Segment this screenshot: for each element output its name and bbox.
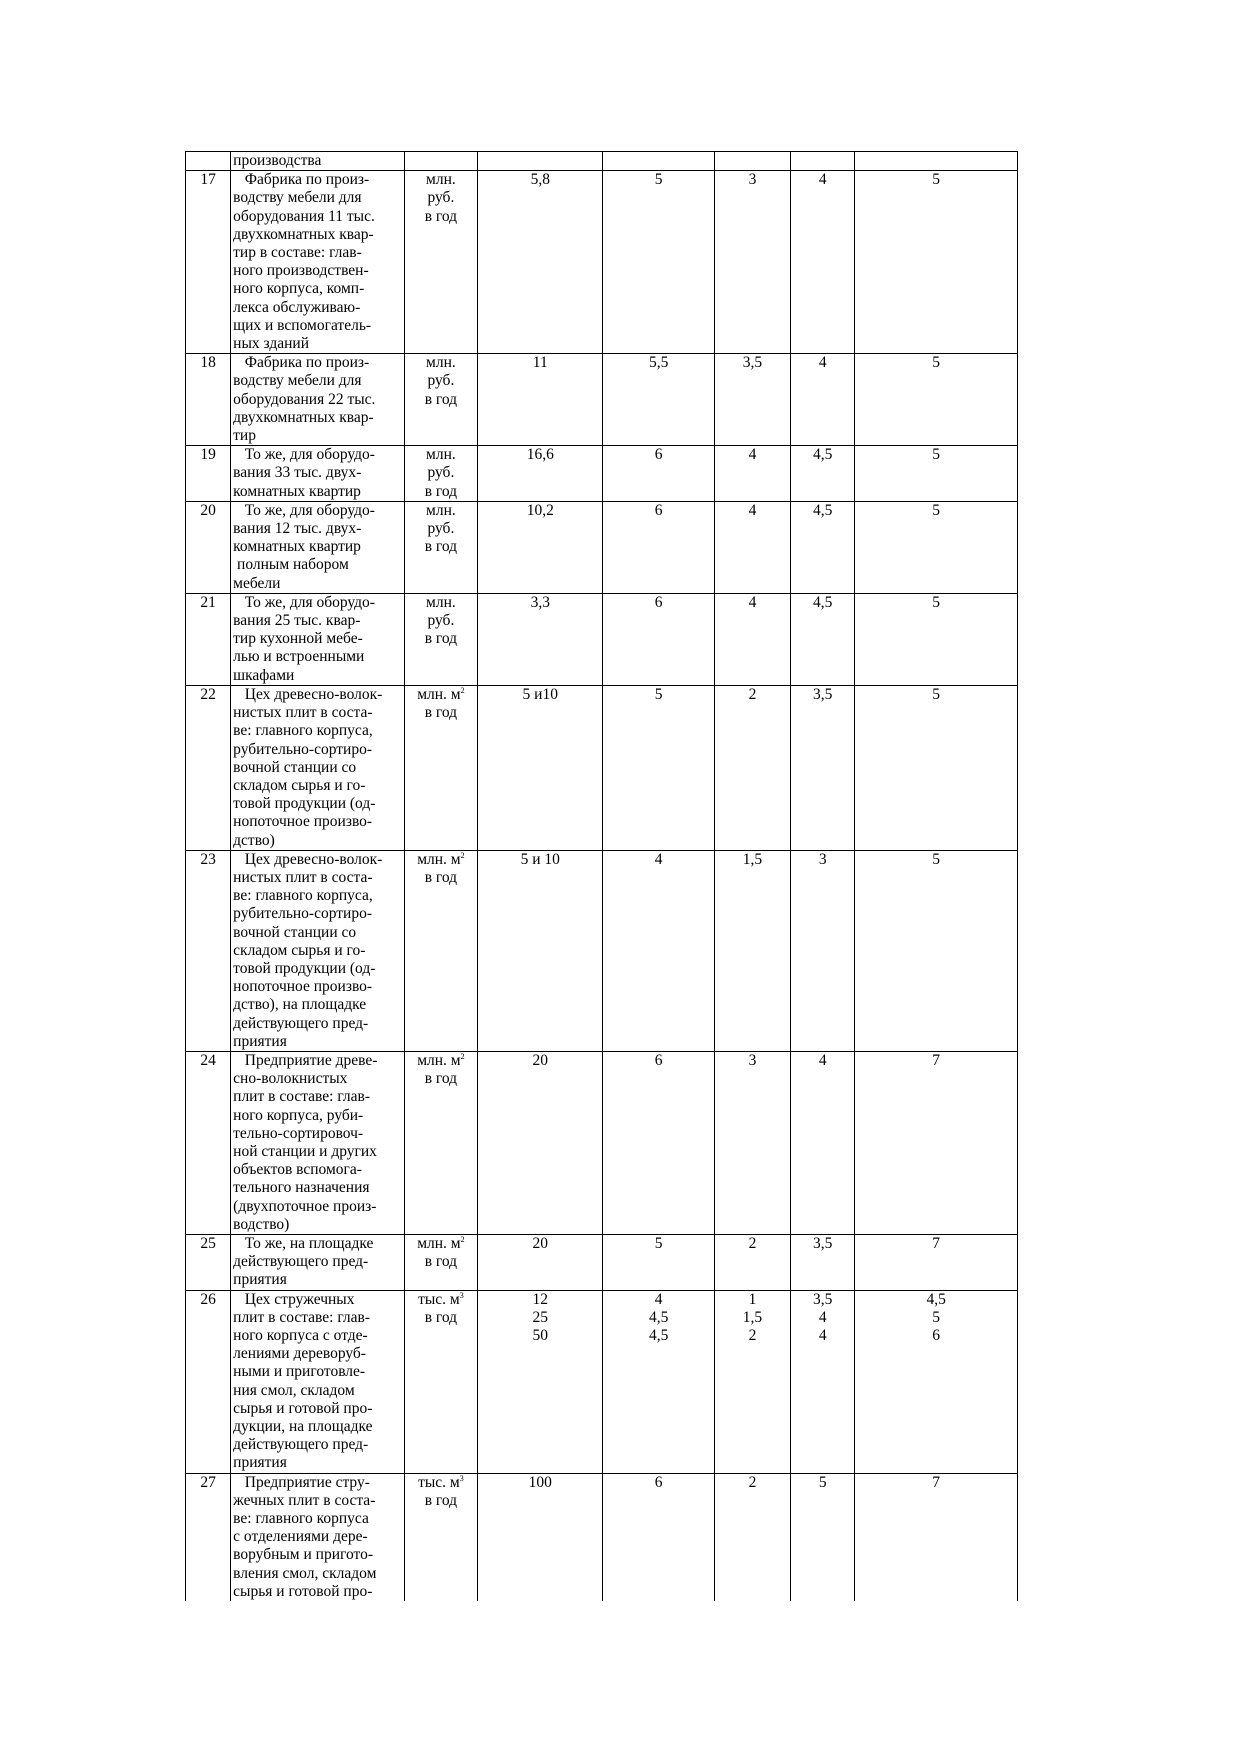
value-cell-5: 5 (855, 354, 1018, 446)
unit-exponent: 3 (459, 1473, 464, 1483)
unit-of-measure (404, 593, 477, 685)
table-row (186, 501, 1018, 593)
value-cell-2: 5,5 (603, 354, 714, 446)
unit-label: млн. (426, 446, 456, 464)
value-cell-4 (791, 152, 855, 171)
row-number: 27 (186, 1473, 231, 1601)
value-cell-3: 4 (714, 593, 790, 685)
value-cell-1: 16,6 (478, 446, 603, 502)
value-cell-2: 6 (603, 1051, 714, 1234)
object-name: Цех стружечных плит в составе: глав- ного корпуса с отде- лениями дереворуб- ными и приготовле- ния смол, складом сырья и готовой про- дукции, на площадке действующего пред- приятия (231, 1290, 405, 1473)
value-cell-5: 5 (855, 685, 1018, 850)
object-name: Фабрика по произ- водству мебели для оборудования 11 тыс. двухкомнатных квар- тир в составе: глав- ного производствен- ного корпуса, комп- лекса обслуживаю- щих и вспомогатель- ных зданий (231, 171, 405, 354)
value-cell-3: 3 (714, 1051, 790, 1234)
value-cell-4: 4 (791, 354, 855, 446)
unit-of-measure (404, 1051, 477, 1234)
value-cell-4: 4,5 (791, 501, 855, 593)
row-number: 19 (186, 446, 231, 502)
unit-exponent: 2 (460, 685, 465, 695)
unit-label: тыс. м (418, 1473, 460, 1491)
value-cell-1: 5 и 10 (478, 850, 603, 1051)
row-number (186, 152, 231, 171)
unit-of-measure (404, 446, 477, 502)
unit-of-measure (404, 1234, 477, 1290)
value-cell-4: 5 (791, 1473, 855, 1601)
value-cell-3: 4 (714, 501, 790, 593)
value-cell-5: 5 (855, 501, 1018, 593)
row-number: 26 (186, 1290, 231, 1473)
row-number: 23 (186, 850, 231, 1051)
value-cell-5: 5 (855, 171, 1018, 354)
row-number: 18 (186, 354, 231, 446)
row-number: 17 (186, 171, 231, 354)
unit-label: млн. м (417, 850, 461, 868)
unit-period: в год (424, 1491, 458, 1509)
value-cell-1: 10,2 (478, 501, 603, 593)
unit-of-measure (404, 152, 477, 171)
unit-period: руб. в год (424, 189, 458, 225)
unit-exponent: 2 (460, 850, 465, 860)
table-row (186, 171, 1018, 354)
unit-label: млн. (426, 501, 456, 519)
value-cell-3: 1,5 (714, 850, 790, 1051)
value-cell-4: 4,5 (791, 446, 855, 502)
unit-label: тыс. м (418, 1290, 460, 1308)
table-row (186, 593, 1018, 685)
table-row (186, 354, 1018, 446)
object-name: Цех древесно-волок- нистых плит в соста- ве: главного корпуса, рубительно-сортиро- вочной станции со складом сырья и го- товой продукции (од- нопоточное произво- дство) (231, 685, 405, 850)
unit-label: млн. м (417, 1234, 461, 1252)
row-number: 21 (186, 593, 231, 685)
value-cell-2: 5 (603, 171, 714, 354)
object-name: То же, для оборудо- вания 25 тыс. квар- тир кухонной мебе- лью и встроенными шкафами (231, 593, 405, 685)
row-number: 24 (186, 1051, 231, 1234)
value-cell-5: 7 (855, 1051, 1018, 1234)
unit-label: млн. (426, 354, 456, 372)
object-name: Цех древесно-волок- нистых плит в соста- ве: главного корпуса, рубительно-сортиро- вочной станции со складом сырья и го- товой продукции (од- нопоточное произво- дство), на площадке действующего пред- приятия (231, 850, 405, 1051)
value-cell-5: 7 (855, 1234, 1018, 1290)
value-cell-2: 6 (603, 593, 714, 685)
unit-period: в год (424, 704, 458, 722)
unit-exponent: 2 (460, 1051, 465, 1061)
unit-label: млн. м (417, 685, 461, 703)
value-cell-5: 7 (855, 1473, 1018, 1601)
value-cell-2: 6 (603, 1473, 714, 1601)
unit-of-measure (404, 685, 477, 850)
unit-exponent: 2 (460, 1234, 465, 1244)
value-cell-4: 4 (791, 1051, 855, 1234)
unit-period: руб. в год (424, 372, 458, 408)
value-cell-4: 4,5 (791, 593, 855, 685)
value-cell-4: 3,5 (791, 1234, 855, 1290)
unit-period: руб. в год (424, 464, 458, 500)
object-name: производства (231, 152, 405, 171)
table-row (186, 446, 1018, 502)
value-cell-2: 4 (603, 850, 714, 1051)
value-cell-1: 20 (478, 1051, 603, 1234)
table-row (186, 1234, 1018, 1290)
value-cell-4: 3 (791, 850, 855, 1051)
value-cell-3: 1 1,5 2 (714, 1290, 790, 1473)
row-number: 20 (186, 501, 231, 593)
value-cell-1: 20 (478, 1234, 603, 1290)
value-cell-4: 3,5 4 4 (791, 1290, 855, 1473)
value-cell-1: 12 25 50 (478, 1290, 603, 1473)
value-cell-3: 3,5 (714, 354, 790, 446)
value-cell-1: 3,3 (478, 593, 603, 685)
unit-label: млн. (426, 171, 456, 189)
unit-exponent: 3 (459, 1290, 464, 1300)
object-name: Предприятие стру- жечных плит в соста- ве: главного корпуса с отделениями дере- ворубным и пригото- вления смол, складом сырья и готовой про- (231, 1473, 405, 1601)
unit-period: в год (424, 1308, 458, 1326)
value-cell-2: 4 4,5 4,5 (603, 1290, 714, 1473)
value-cell-3: 3 (714, 171, 790, 354)
table-row (186, 1473, 1018, 1601)
unit-period: руб. в год (424, 612, 458, 648)
row-number: 22 (186, 685, 231, 850)
unit-period: в год (424, 1070, 458, 1088)
unit-period: в год (424, 1253, 458, 1271)
value-cell-1: 100 (478, 1473, 603, 1601)
table-row (186, 850, 1018, 1051)
table-row (186, 1290, 1018, 1473)
unit-label: млн. м (417, 1051, 461, 1069)
value-cell-3 (714, 152, 790, 171)
unit-of-measure (404, 1473, 477, 1601)
value-cell-2 (603, 152, 714, 171)
unit-of-measure (404, 501, 477, 593)
construction-norms-table (185, 151, 1018, 1601)
value-cell-5 (855, 152, 1018, 171)
unit-period: руб. в год (424, 520, 458, 556)
value-cell-2: 5 (603, 1234, 714, 1290)
value-cell-3: 2 (714, 685, 790, 850)
unit-of-measure (404, 354, 477, 446)
unit-label: млн. (426, 593, 456, 611)
table-row (186, 152, 1018, 171)
object-name: Фабрика по произ- водству мебели для оборудования 22 тыс. двухкомнатных квар- тир (231, 354, 405, 446)
unit-of-measure (404, 850, 477, 1051)
value-cell-3: 4 (714, 446, 790, 502)
value-cell-2: 6 (603, 446, 714, 502)
value-cell-5: 5 (855, 446, 1018, 502)
object-name: То же, для оборудо- вания 12 тыс. двух- комнатных квартир полным набором мебели (231, 501, 405, 593)
object-name: То же, для оборудо- вания 33 тыс. двух- комнатных квартир (231, 446, 405, 502)
unit-period: в год (424, 868, 458, 886)
value-cell-5: 5 (855, 593, 1018, 685)
value-cell-2: 6 (603, 501, 714, 593)
unit-of-measure (404, 1290, 477, 1473)
table-row (186, 685, 1018, 850)
object-name: То же, на площадке действующего пред- приятия (231, 1234, 405, 1290)
unit-of-measure (404, 171, 477, 354)
value-cell-5: 5 (855, 850, 1018, 1051)
value-cell-1: 11 (478, 354, 603, 446)
value-cell-1: 5 и10 (478, 685, 603, 850)
value-cell-4: 4 (791, 171, 855, 354)
value-cell-5: 4,5 5 6 (855, 1290, 1018, 1473)
value-cell-1: 5,8 (478, 171, 603, 354)
value-cell-4: 3,5 (791, 685, 855, 850)
table-row (186, 1051, 1018, 1234)
object-name: Предприятие древе- сно-волокнистых плит в составе: глав- ного корпуса, руби- тельно-сортировоч- ной станции и других объектов вспомога- тельного назначения (двухпоточное произ- водство) (231, 1051, 405, 1234)
value-cell-3: 2 (714, 1473, 790, 1601)
value-cell-2: 5 (603, 685, 714, 850)
row-number: 25 (186, 1234, 231, 1290)
value-cell-1 (478, 152, 603, 171)
value-cell-3: 2 (714, 1234, 790, 1290)
